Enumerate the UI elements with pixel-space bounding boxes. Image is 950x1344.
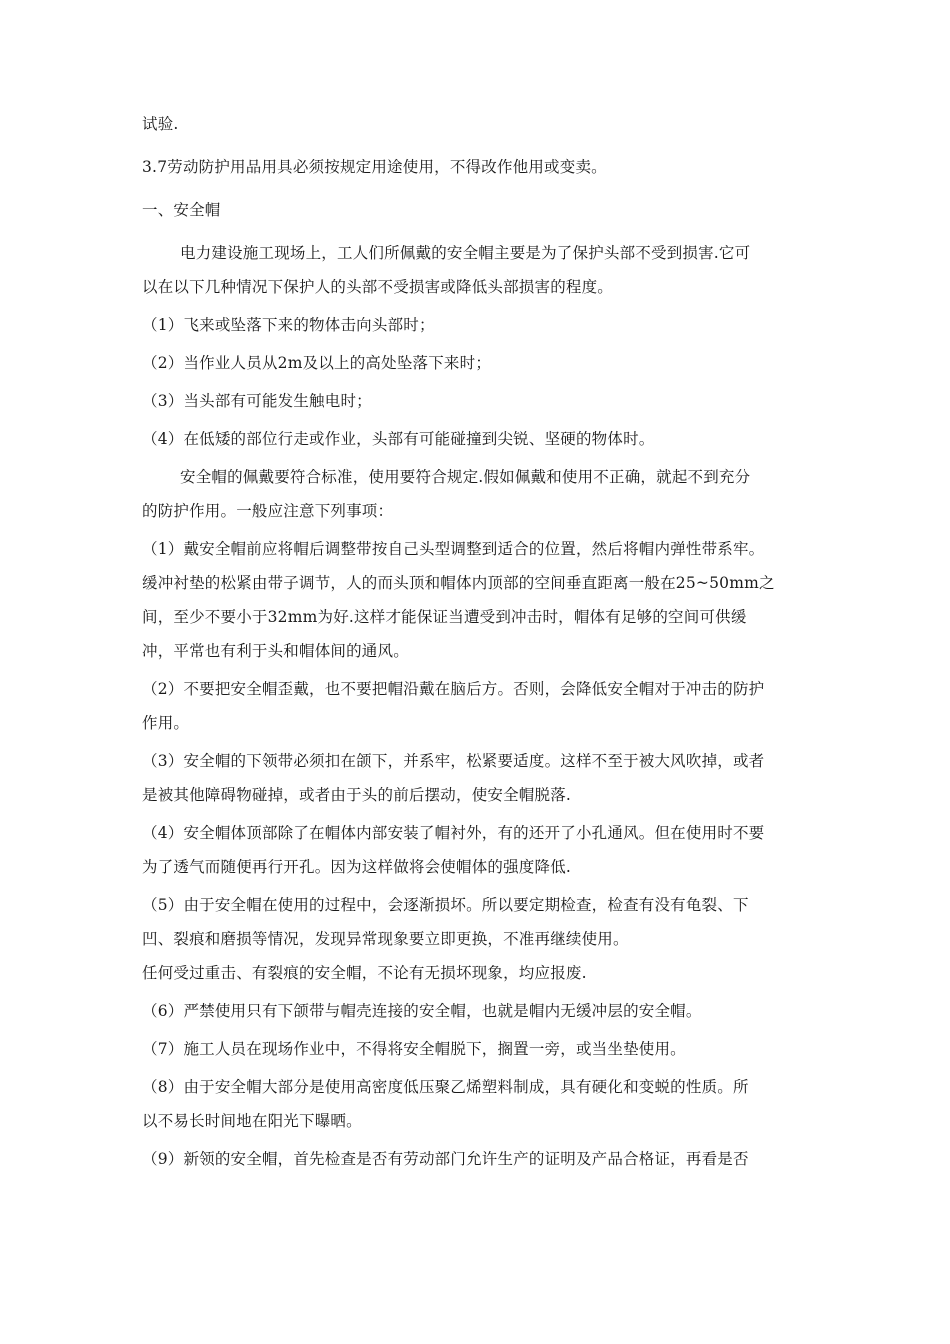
list-item: （4）安全帽体顶部除了在帽体内部安装了帽衬外，有的还开了小孔通风。但在使用时不要 <box>142 824 765 842</box>
list-item: （2）不要把安全帽歪戴，也不要把帽沿戴在脑后方。否则，会降低安全帽对于冲击的防护 <box>142 680 765 698</box>
list-item: （3）安全帽的下领带必须扣在颌下，并系牢，松紧要适度。这样不至于被大风吹掉，或者 <box>142 752 765 770</box>
text-line: 电力建设施工现场上，工人们所佩戴的安全帽主要是为了保护头部不受到损害.它可 <box>180 244 751 262</box>
list-item: （4）在低矮的部位行走或作业，头部有可能碰撞到尖锐、坚硬的物体时。 <box>142 430 655 448</box>
list-item: （7）施工人员在现场作业中，不得将安全帽脱下，搁置一旁，或当坐垫使用。 <box>142 1040 686 1058</box>
text-line: 试验. <box>142 115 179 133</box>
text-line: 安全帽的佩戴要符合标准，使用要符合规定.假如佩戴和使用不正确，就起不到充分 <box>180 468 751 486</box>
document-body <box>142 114 822 1169</box>
list-item: （1）戴安全帽前应将帽后调整带按自己头型调整到适合的位置，然后将帽内弹性带系牢。 <box>142 540 765 558</box>
list-item: （2）当作业人员从2m及以上的高处坠落下来时； <box>142 354 492 372</box>
text-line: 为了透气而随便再行开孔。因为这样做将会使帽体的强度降低. <box>142 858 572 876</box>
list-item: （5）由于安全帽在使用的过程中，会逐渐损坏。所以要定期检查，检查有没有龟裂、下 <box>142 896 749 914</box>
text-line: 是被其他障碍物碰掉，或者由于头的前后摆动，使安全帽脱落. <box>142 786 572 804</box>
text-line: 冲，平常也有利于头和帽体间的通风。 <box>142 642 409 660</box>
text-line: 缓冲衬垫的松紧由带子调节，人的而头顶和帽体内顶部的空间垂直距离一般在25~50mm之 <box>142 574 775 592</box>
text-line: 的防护作用。一般应注意下列事项： <box>142 502 394 520</box>
list-item: （3）当头部有可能发生触电时； <box>142 392 372 410</box>
text-line: 间，至少不要小于32mm为好.这样才能保证当遭受到冲击时，帽体有足够的空间可供缓 <box>142 608 747 626</box>
list-item: （1）飞来或坠落下来的物体击向头部时； <box>142 316 435 334</box>
section-heading: 一、安全帽 <box>142 201 221 219</box>
list-item: （8）由于安全帽大部分是使用高密度低压聚乙烯塑料制成，具有硬化和变蜕的性质。所 <box>142 1078 749 1096</box>
list-item: （6）严禁使用只有下颌带与帽壳连接的安全帽，也就是帽内无缓冲层的安全帽。 <box>142 1002 702 1020</box>
text-line: 凹、裂痕和磨损等情况，发现异常现象要立即更换，不准再继续使用。 <box>142 930 629 948</box>
text-line: 以不易长时间地在阳光下曝晒。 <box>142 1112 362 1130</box>
text-line: 3.7劳动防护用品用具必须按规定用途使用，不得改作他用或变卖。 <box>142 158 607 176</box>
text-line: 作用。 <box>142 714 190 732</box>
list-item: （9）新领的安全帽，首先检查是否有劳动部门允许生产的证明及产品合格证，再看是否 <box>142 1150 749 1168</box>
text-line: 任何受过重击、有裂痕的安全帽，不论有无损坏现象，均应报废. <box>142 964 587 982</box>
text-line: 以在以下几种情况下保护人的头部不受损害或降低头部损害的程度。 <box>142 278 614 296</box>
